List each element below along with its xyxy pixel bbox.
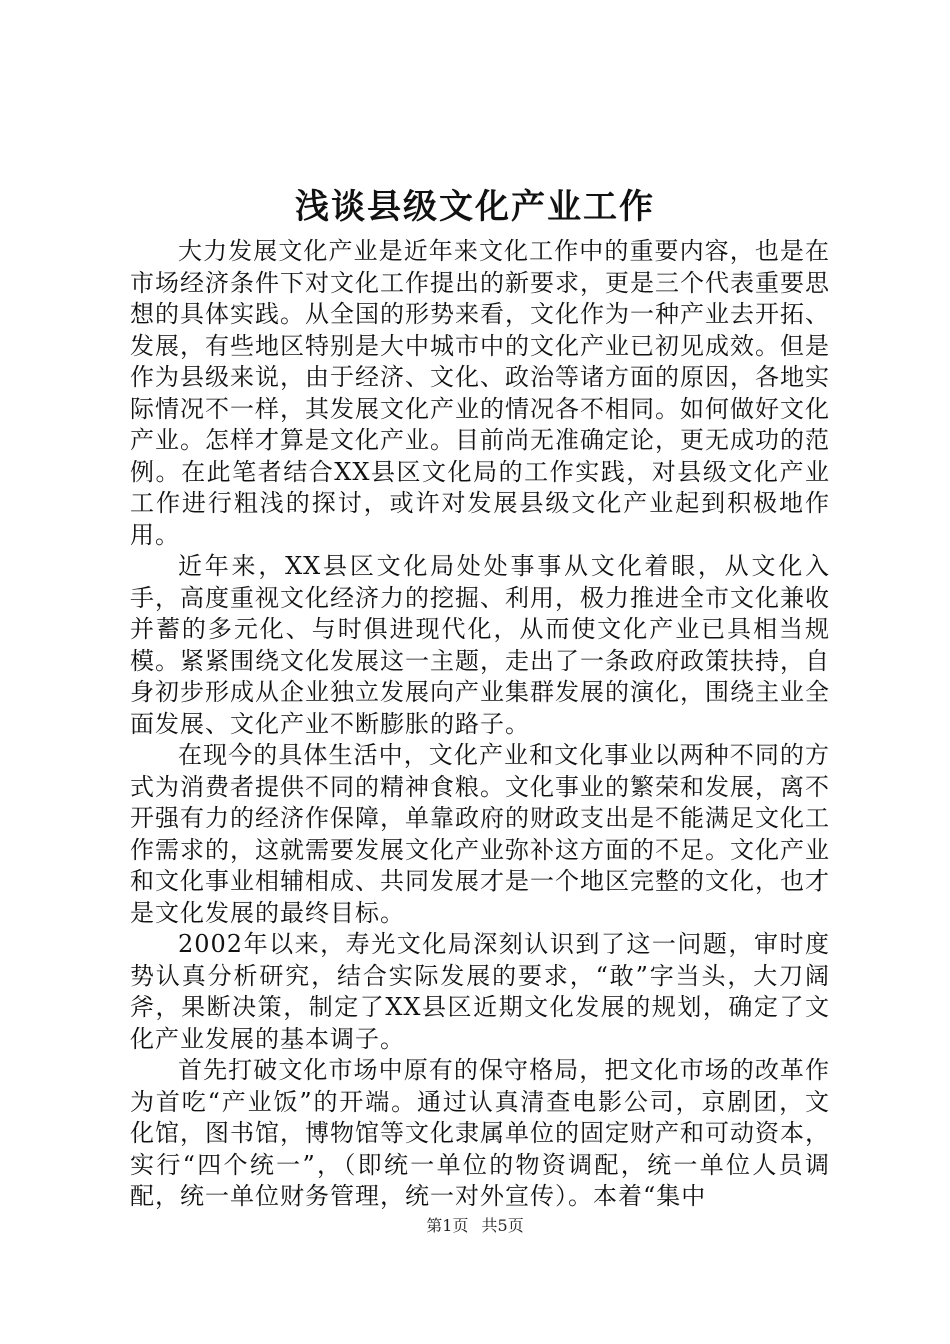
page-footer	[0, 1214, 950, 1238]
document-body	[130, 236, 830, 1213]
paragraph-4: 2002年以来，寿光文化局深刻认识到了这一问题，审时度势认真分析研究，结合实际发展的要求，“敢”字当头，大刀阔斧，果断决策，制定了XX县区近期文化发展的规划，确定了文化产业发展的基本调子。	[130, 930, 830, 1053]
page-number-current: 第1页	[426, 1216, 469, 1235]
paragraph-3: 在现今的具体生活中，文化产业和文化事业以两种不同的方式为消费者提供不同的精神食粮。文化事业的繁荣和发展，离不开强有力的经济作保障，单靠政府的财政支出是不能满足文化工作需求的，这就需要发展文化产业弥补这方面的不足。文化产业和文化事业相辅相成、共同发展才是一个地区完整的文化，也才是文化发展的最终目标。	[130, 741, 830, 927]
page-number-total: 共5页	[481, 1216, 524, 1235]
paragraph-5: 首先打破文化市场中原有的保守格局，把文化市场的改革作为首吃“产业饭”的开端。通过认真清查电影公司，京剧团，文化馆，图书馆，博物馆等文化隶属单位的固定财产和可动资本，实行“四个统一”，（即统一单位的物资调配，统一单位人员调配，统一单位财务管理，统一对外宣传）。本着“集中	[130, 1056, 830, 1210]
paragraph-1: 大力发展文化产业是近年来文化工作中的重要内容，也是在市场经济条件下对文化工作提出的新要求，更是三个代表重要思想的具体实践。从全国的形势来看，文化作为一种产业去开拓、发展，有些地区特别是大中城市中的文化产业已初见成效。但是作为县级来说，由于经济、文化、政治等诸方面的原因，各地实际情况不一样，其发展文化产业的情况各不相同。如何做好文化产业。怎样才算是文化产业。目前尚无准确定论，更无成功的范例。在此笔者结合XX县区文化局的工作实践，对县级文化产业工作进行粗浅的探讨，或许对发展县级文化产业起到积极地作用。	[130, 237, 830, 549]
paragraph-2: 近年来，XX县区文化局处处事事从文化着眼，从文化入手，高度重视文化经济力的挖掘、利用，极力推进全市文化兼收并蓄的多元化、与时俱进现代化，从而使文化产业已具相当规模。紧紧围绕文化发展这一主题，走出了一条政府政策扶持，自身初步形成从企业独立发展向产业集群发展的演化，围绕主业全面发展、文化产业不断膨胀的路子。	[130, 552, 830, 738]
document-title: 浅谈县级文化产业工作	[295, 187, 655, 227]
